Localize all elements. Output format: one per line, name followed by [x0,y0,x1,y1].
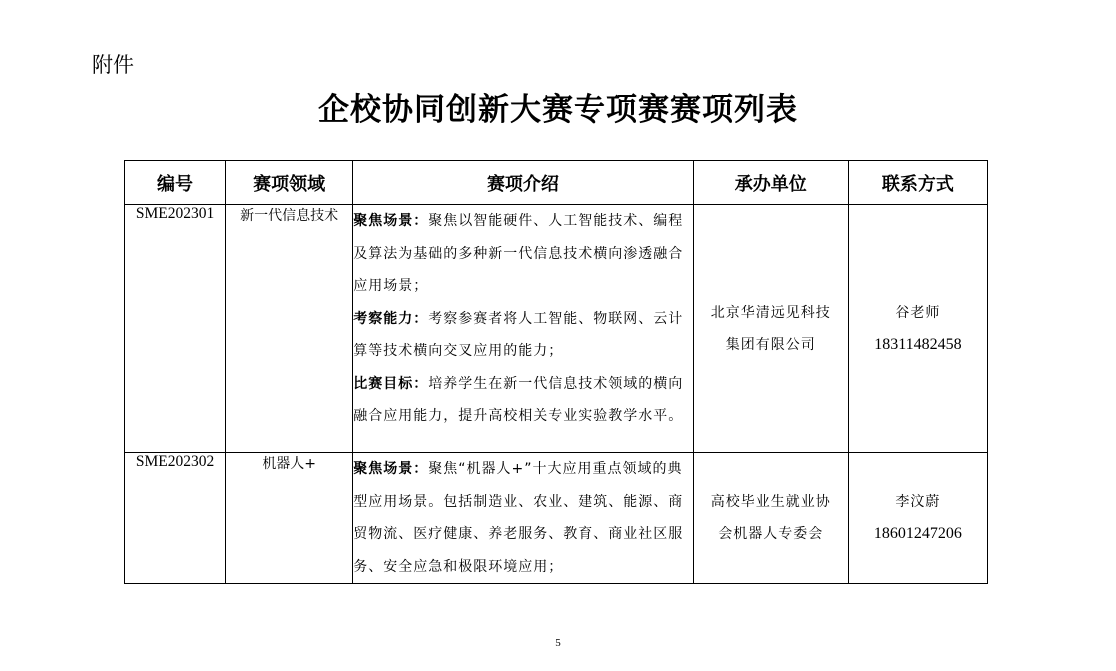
page-title: 企校协同创新大赛专项赛赛项列表 [318,92,798,128]
row-field: 新一代信息技术 [226,205,353,453]
competition-table [124,160,988,584]
focus-label: 聚焦场景： [353,461,429,477]
table-row [125,205,988,453]
contact-phone: 18311482458 [874,335,962,353]
header-description: 赛项介绍 [353,161,693,205]
row-contact [848,205,987,453]
header-contact: 联系方式 [848,161,987,205]
header-field: 赛项领域 [226,161,353,205]
contact-name: 谷老师 [895,304,941,321]
organizer-line: 会机器人专委会 [718,526,824,542]
focus-paragraph [353,205,692,303]
contact-phone: 18601247206 [873,525,962,542]
organizer-line: 集团有限公司 [725,336,816,353]
header-organizer: 承办单位 [693,161,848,205]
focus-paragraph [353,453,692,583]
focus-text: 聚焦以智能硬件、人工智能技术、编程及算法为基础的多种新一代信息技术横向渗透融合应用场景； [353,213,684,294]
row-organizer [693,453,848,584]
organizer-line: 高校毕业生就业协 [710,494,831,510]
ability-text: 考察参赛者将人工智能、物联网、云计算等技术横向交叉应用的能力； [353,310,684,359]
contact-name: 李汶蔚 [895,494,941,510]
row-description [353,453,693,584]
row-description [353,205,693,453]
goal-paragraph [353,368,692,433]
table-header-row [125,161,988,205]
row-organizer [693,205,848,453]
page-number: 5 [555,637,561,649]
row-contact [848,453,987,584]
focus-label: 聚焦场景： [353,213,429,229]
organizer-line: 北京华清远见科技 [710,304,831,321]
table-row [125,453,988,584]
row-field: 机器人+ [226,453,353,584]
row-id: SME202302 [125,453,226,584]
goal-text: 培养学生在新一代信息技术领域的横向融合应用能力，提升高校相关专业实验教学水平。 [353,375,684,424]
ability-paragraph [353,303,692,368]
ability-label: 考察能力： [353,310,429,327]
header-id: 编号 [125,161,226,205]
row-id: SME202301 [125,205,226,453]
focus-text: 聚焦“机器人+”十大应用重点领域的典型应用场景。包括制造业、农业、建筑、能源、商贸物流、医疗健康、养老服务、教育、商业社区服务、安全应急和极限环境应用； [353,461,684,575]
attachment-label: 附件 [92,53,134,77]
goal-label: 比赛目标： [353,375,429,392]
